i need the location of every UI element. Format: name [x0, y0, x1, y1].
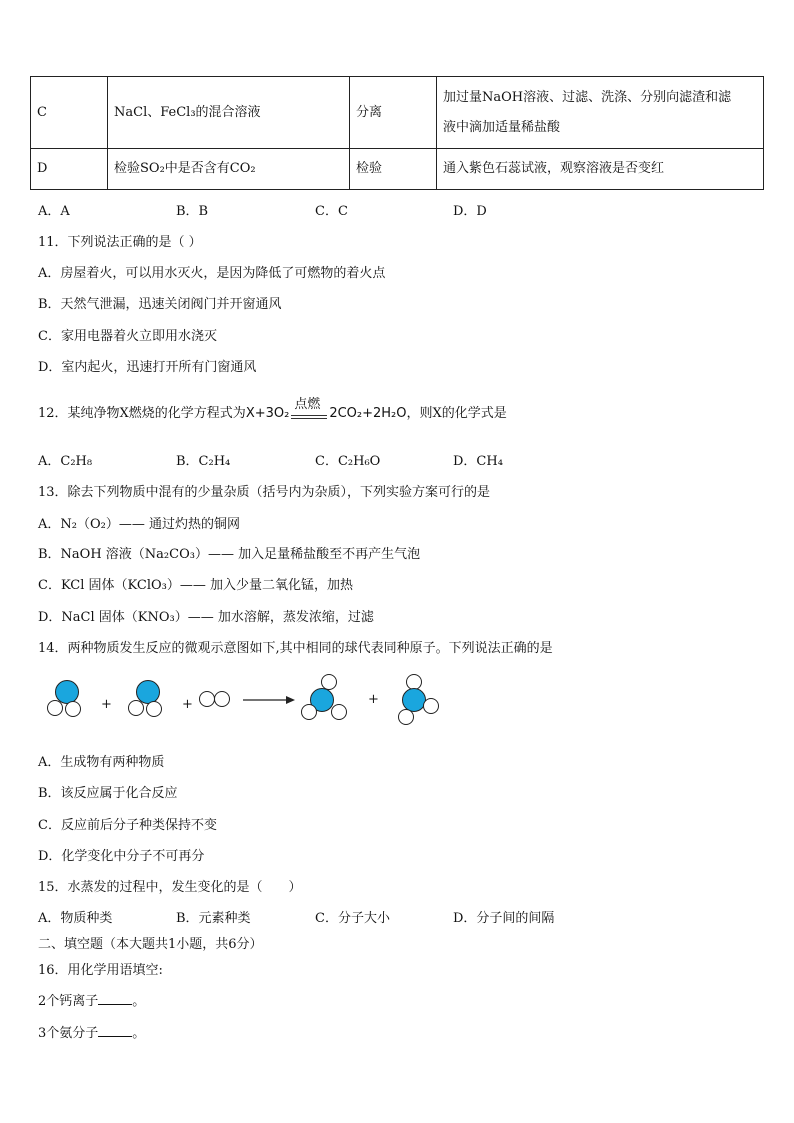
plus-sign: + [368, 692, 379, 707]
q14-option-d: D．化学变化中分子不可再分 [38, 849, 205, 864]
small-atom [301, 704, 317, 720]
small-atom [65, 701, 81, 717]
q13-option-a: A．N₂（O₂）—— 通过灼热的铜网 [38, 517, 240, 532]
q12-eq-left: X+3O₂ [245, 406, 290, 421]
q13-option-d: D．NaCl 固体（KNO₃）—— 加水溶解，蒸发浓缩，过滤 [38, 610, 374, 625]
table-cell-substance: 检验SO₂中是否含有CO₂ [108, 149, 350, 190]
small-atom [331, 704, 347, 720]
table-cell-purpose: 分离 [350, 77, 437, 149]
small-atom [423, 698, 439, 714]
q14-option-c: C．反应前后分子种类保持不变 [38, 818, 217, 833]
table-cell-label: C [31, 77, 108, 149]
table-cell-purpose: 检验 [350, 149, 437, 190]
q12-option-b: B．C₂H₄ [176, 454, 231, 469]
q14-option-a: A．生成物有两种物质 [38, 755, 165, 770]
q11-option-a: A．房屋着火，可以用水灭火，是因为降低了可燃物的着火点 [38, 266, 386, 281]
q11-option-c: C．家用电器着火立即用水浇灭 [38, 329, 217, 344]
q12-eq-condition: 点燃 [294, 396, 321, 412]
q16-line-2-text: 3个氨分子 [38, 1026, 99, 1041]
q13-stem: 13．除去下列物质中混有的少量杂质（括号内为杂质），下列实验方案可行的是 [38, 485, 491, 500]
q14-option-b: B．该反应属于化合反应 [38, 786, 178, 801]
q16-line-2 [38, 1022, 145, 1041]
table-row [31, 77, 764, 149]
section-heading: 二、填空题（本大题共1小题，共6分） [38, 937, 263, 952]
q15-option-b: B．元素种类 [176, 911, 251, 926]
q13-option-b: B．NaOH 溶液（Na₂CO₃）—— 加入足量稀盐酸至不再产生气泡 [38, 547, 421, 562]
small-atom [398, 709, 414, 725]
q14-stem: 14．两种物质发生反应的微观示意图如下,其中相同的球代表同种原子。下列说法正确的是 [38, 641, 553, 656]
plus-sign: + [101, 697, 112, 712]
table-row [31, 149, 764, 190]
method-line-1: 加过量NaOH溶液、过滤、洗涤、分别向滤渣和滤 [443, 89, 732, 105]
q16-line-1 [38, 990, 145, 1009]
q10-option-a: A．A [38, 204, 70, 219]
q15-stem: 15．水蒸发的过程中，发生变化的是（ ） [38, 880, 302, 895]
small-atom [214, 691, 230, 707]
q16-line-1-text: 2个钙离子 [38, 994, 99, 1009]
table-cell-label: D [31, 149, 108, 190]
q15-option-c: C．分子大小 [315, 911, 390, 926]
table-cell-method [437, 77, 764, 149]
q11-stem: 11．下列说法正确的是（ ） [38, 235, 202, 250]
q16-stem: 16．用化学用语填空: [38, 963, 163, 978]
q12-eq-right: 2CO₂+2H₂O [329, 406, 407, 421]
reaction-condition-sign [291, 396, 327, 421]
answer-blank[interactable] [98, 1024, 132, 1037]
reaction-arrow [243, 694, 295, 706]
small-atom [199, 691, 215, 707]
q15-option-a: A．物质种类 [38, 911, 113, 926]
q12-stem-before: 12．某纯净物X燃烧的化学方程式为 [38, 406, 246, 421]
small-atom [47, 700, 63, 716]
q10-option-d: D．D [453, 204, 487, 219]
plus-sign: + [182, 697, 193, 712]
q10-option-c: C．C [315, 204, 348, 219]
q15-option-d: D．分子间的间隔 [453, 911, 555, 926]
small-atom [128, 700, 144, 716]
table-cell-substance: NaCl、FeCl₃的混合溶液 [108, 77, 350, 149]
q16-line-2-end: 。 [132, 1026, 146, 1041]
q10-option-b: B．B [176, 204, 209, 219]
experiment-table [30, 76, 764, 190]
q12-option-a: A．C₂H₈ [38, 454, 93, 469]
q12-stem-after: ，则X的化学式是 [406, 406, 507, 421]
method-line-2: 液中滴加适量稀盐酸 [443, 119, 561, 135]
q12-stem [38, 396, 507, 421]
table-cell-method: 通入紫色石蕊试液，观察溶液是否变红 [437, 149, 764, 190]
small-atom [146, 701, 162, 717]
answer-blank[interactable] [98, 992, 132, 1005]
q12-option-d: D．CH₄ [453, 454, 503, 469]
q11-option-b: B．天然气泄漏，迅速关闭阀门并开窗通风 [38, 297, 282, 312]
q11-option-d: D．室内起火，迅速打开所有门窗通风 [38, 360, 257, 375]
q12-option-c: C．C₂H₆O [315, 454, 381, 469]
q16-line-1-end: 。 [132, 994, 146, 1009]
q13-option-c: C．KCl 固体（KClO₃）—— 加入少量二氧化锰，加热 [38, 578, 354, 593]
